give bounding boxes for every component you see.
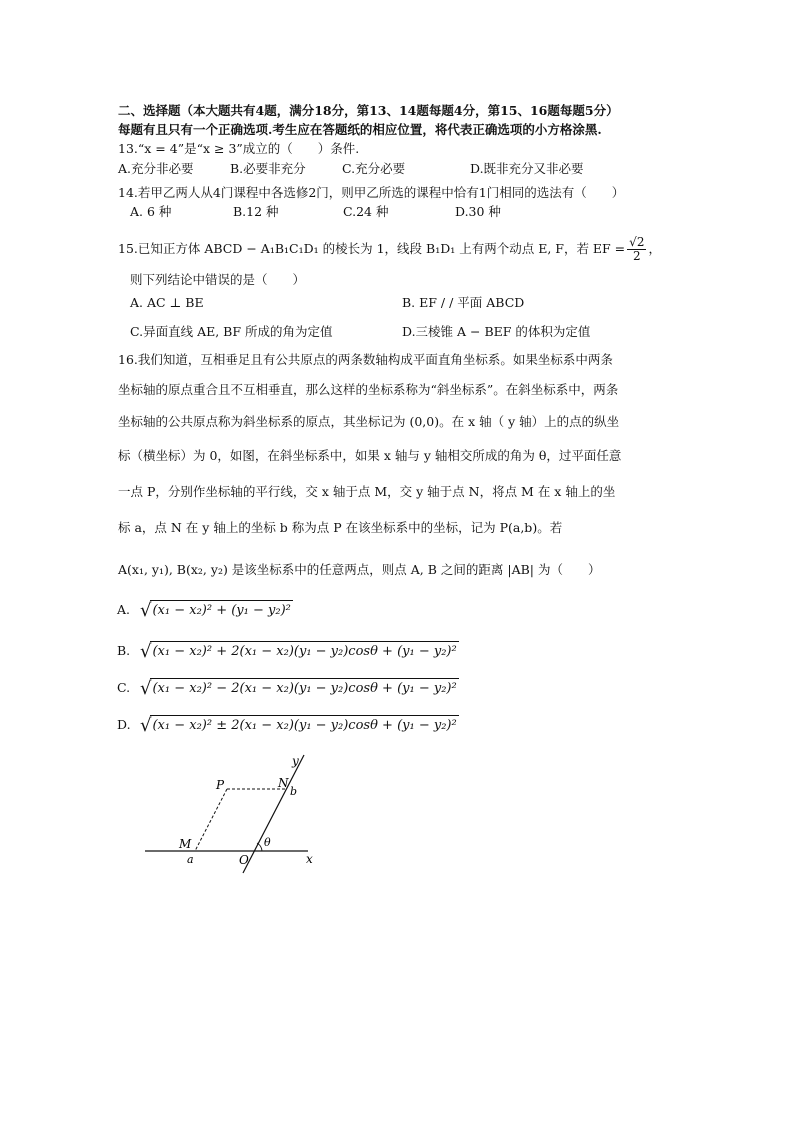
q13-option-c: C.充分必要 <box>342 161 406 176</box>
q16-option-d-label: D. <box>117 717 131 732</box>
label-m: M <box>179 837 192 851</box>
label-y: y <box>292 754 299 768</box>
q16-option-d-expr: (x₁ − x₂)² ± 2(x₁ − x₂)(y₁ − y₂)cosθ + (y₁ − y₂)² <box>150 715 458 736</box>
q15-frac-den: 2 <box>632 249 641 263</box>
q15-stem-line1 <box>118 236 661 263</box>
sqrt-icon: √ <box>140 641 152 662</box>
q16-option-a-expr: (x₁ − x₂)² + (y₁ − y₂)² <box>150 600 292 621</box>
label-a: a <box>187 853 194 866</box>
q15-option-b: B. EF / / 平面 ABCD <box>402 295 525 310</box>
q13-option-a: A.充分非必要 <box>118 161 194 176</box>
q15-stem-line2: 则下列结论中错误的是（ ） <box>130 272 306 287</box>
q16-line-5: 一点 P，分别作坐标轴的平行线，交 x 轴于点 M，交 y 轴于点 N，将点 M 在 x 轴上的坐 <box>118 484 616 499</box>
q16-line-3: 坐标轴的公共原点称为斜坐标系的原点，其坐标记为 (0,0)。在 x 轴（ y 轴）上的点的纵坐 <box>118 414 620 429</box>
q15-option-a: A. AC ⊥ BE <box>130 295 204 310</box>
section-title: 二、选择题（本大题共有4题，满分18分，第13、14题每题4分，第15、16题每题5分） <box>118 103 619 118</box>
q15-frac-num: √2 <box>629 235 645 249</box>
q16-option-c <box>117 678 459 699</box>
label-p: P <box>216 778 225 792</box>
q16-option-b-expr: (x₁ − x₂)² + 2(x₁ − x₂)(y₁ − y₂)cosθ + (y₁ − y₂)² <box>150 641 458 662</box>
q14-option-a: A. 6 种 <box>130 204 172 219</box>
q16-option-a <box>117 600 293 621</box>
sqrt-icon: √ <box>140 600 152 621</box>
q14-option-c: C.24 种 <box>343 204 389 219</box>
q15-option-d: D.三棱锥 A − BEF 的体积为定值 <box>402 324 591 339</box>
sqrt-icon: √ <box>140 715 152 736</box>
label-theta: θ <box>264 836 271 849</box>
q15-option-c: C.异面直线 AE, BF 所成的角为定值 <box>130 324 333 339</box>
q14-option-d: D.30 种 <box>455 204 501 219</box>
oblique-coordinate-figure <box>130 745 350 875</box>
q16-line-6: 标 a，点 N 在 y 轴上的坐标 b 称为点 P 在该坐标系中的坐标，记为 P(a,b)。若 <box>118 520 563 535</box>
q16-option-b <box>117 641 459 662</box>
q13-option-d: D.既非充分又非必要 <box>470 161 584 176</box>
q15-fraction <box>627 236 646 263</box>
q16-line-4: 标（横坐标）为 0，如图，在斜坐标系中，如果 x 轴与 y 轴相交所成的角为 θ，过平面任意 <box>118 448 622 463</box>
q16-option-c-label: C. <box>117 680 131 695</box>
label-b: b <box>290 785 298 798</box>
q16-option-c-expr: (x₁ − x₂)² − 2(x₁ − x₂)(y₁ − y₂)cosθ + (y₁ − y₂)² <box>150 678 458 699</box>
q16-option-a-label: A. <box>117 602 131 617</box>
q13-stem: 13.“x = 4”是“x ≥ 3”成立的（ ）条件. <box>118 141 360 156</box>
q16-line-2: 坐标轴的原点重合且不互相垂直，那么这样的坐标系称为“斜坐标系”。在斜坐标系中，两条 <box>118 382 619 397</box>
q15-stem-part1: 15.已知正方体 ABCD − A₁B₁C₁D₁ 的棱长为 1，线段 B₁D₁ 上有两个动点 E, F，若 EF = <box>118 241 626 256</box>
dashed-pm <box>195 789 227 851</box>
sqrt-icon: √ <box>140 678 152 699</box>
q16-option-b-label: B. <box>117 643 131 658</box>
label-x: x <box>306 852 313 866</box>
q16-option-d <box>117 715 459 736</box>
q13-option-b: B.必要非充分 <box>230 161 306 176</box>
label-n: N <box>278 776 289 790</box>
label-o: O <box>239 853 249 867</box>
q16-line-1: 16.我们知道，互相垂足且有公共原点的两条数轴构成平面直角坐标系。如果坐标系中两条 <box>118 352 613 367</box>
q16-line-7: A(x₁, y₁), B(x₂, y₂) 是该坐标系中的任意两点，则点 A, B 之间的距离 |AB| 为（ ） <box>118 562 601 577</box>
section-instruction: 每题有且只有一个正确选项.考生应在答题纸的相应位置，将代表正确选项的小方格涂黑. <box>118 122 602 137</box>
q15-stem-part2: ， <box>648 241 661 256</box>
q14-stem: 14.若甲乙两人从4门课程中各选修2门，则甲乙所选的课程中恰有1门相同的选法有（ ） <box>118 185 625 200</box>
q14-option-b: B.12 种 <box>233 204 279 219</box>
y-axis <box>243 755 304 873</box>
